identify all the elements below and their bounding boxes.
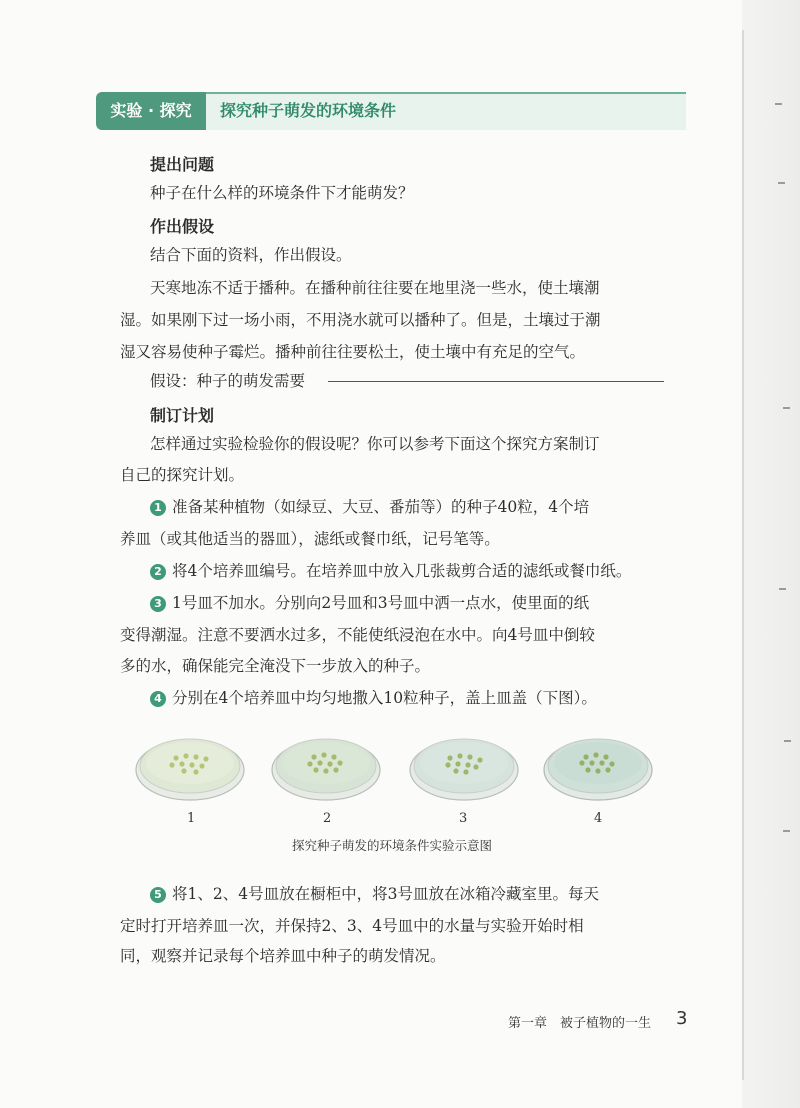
hypothesis-intro: 结合下面的资料，作出假设。 [150,246,352,264]
question-heading: 提出问题 [150,155,215,174]
dish-label: 1 [187,811,196,826]
banner-label: 实验 · 探究 [96,92,206,130]
petri-dish-1 [134,730,246,802]
step-3-cont: 变得潮湿。注意不要洒水过多，不能使纸浸泡在水中。向4号皿中倒较 [120,626,595,644]
hypothesis-prompt: 假设：种子的萌发需要 [150,372,306,390]
plan-line: 自己的探究计划。 [120,466,245,484]
step-1-cont: 养皿（或其他适当的器皿），滤纸或餐巾纸，记号笔等。 [120,530,500,548]
edge-mark [783,407,790,409]
step-number-badge: 5 [150,887,166,903]
step-2 [150,561,631,581]
hypothesis-heading: 作出假设 [150,217,215,236]
plan-line: 怎样通过实验检验你的假设呢？你可以参考下面这个探究方案制订 [150,435,600,453]
question-text: 种子在什么样的环境条件下才能萌发？ [150,184,414,202]
plan-heading: 制订计划 [150,406,215,425]
petri-dish-3 [408,730,520,802]
step-text: 1号皿不加水。分别向2号皿和3号皿中洒一点水，使里面的纸 [172,594,590,612]
step-5-cont: 同，观察并记录每个培养皿中种子的萌发情况。 [120,947,446,965]
edge-mark [775,103,782,105]
material-line: 湿。如果刚下过一场小雨，不用浇水就可以播种了。但是，土壤过于潮 [120,311,601,329]
edge-mark [784,740,791,742]
petri-dish-4 [542,730,654,802]
dish-label: 4 [594,811,603,826]
step-3 [150,593,589,613]
footer-chapter: 第一章 被子植物的一生 [508,1016,652,1031]
step-text: 将4个培养皿编号。在培养皿中放入几张裁剪合适的滤纸或餐巾纸。 [172,562,632,580]
banner-rule [206,92,686,94]
experiment-banner [96,92,686,130]
step-number-badge: 3 [150,596,166,612]
step-number-badge: 4 [150,691,166,707]
step-1 [150,497,589,517]
step-4 [150,688,597,708]
edge-mark [778,182,785,184]
dish-label: 2 [323,811,332,826]
step-5 [150,884,599,904]
page-number: 3 [676,1008,688,1029]
dish-label: 3 [459,811,468,826]
petri-dish-2 [270,730,382,802]
material-line: 湿又容易使种子霉烂。播种前往往要松土，使土壤中有充足的空气。 [120,343,586,361]
page-edge-shadow [742,0,800,1108]
step-number-badge: 1 [150,500,166,516]
banner-title: 探究种子萌发的环境条件 [206,92,686,130]
figure-caption: 探究种子萌发的环境条件实验示意图 [292,838,493,853]
page-edge-line [742,30,744,1080]
step-5-cont: 定时打开培养皿一次，并保持2、3、4号皿中的水量与实验开始时相 [120,917,584,935]
step-text: 准备某种植物（如绿豆、大豆、番茄等）的种子40粒，4个培 [172,498,590,516]
step-text: 将1、2、4号皿放在橱柜中，将3号皿放在冰箱冷藏室里。每天 [172,885,599,903]
petri-dish-figure [120,716,660,846]
step-3-cont: 多的水，确保能完全淹没下一步放入的种子。 [120,657,431,675]
hypothesis-blank-line [328,381,664,382]
edge-mark [779,588,786,590]
step-number-badge: 2 [150,564,166,580]
material-line: 天寒地冻不适于播种。在播种前往往要在地里浇一些水，使土壤潮 [150,279,600,297]
edge-mark [783,830,790,832]
step-text: 分别在4个培养皿中均匀地撒入10粒种子，盖上皿盖（下图）。 [172,689,597,707]
